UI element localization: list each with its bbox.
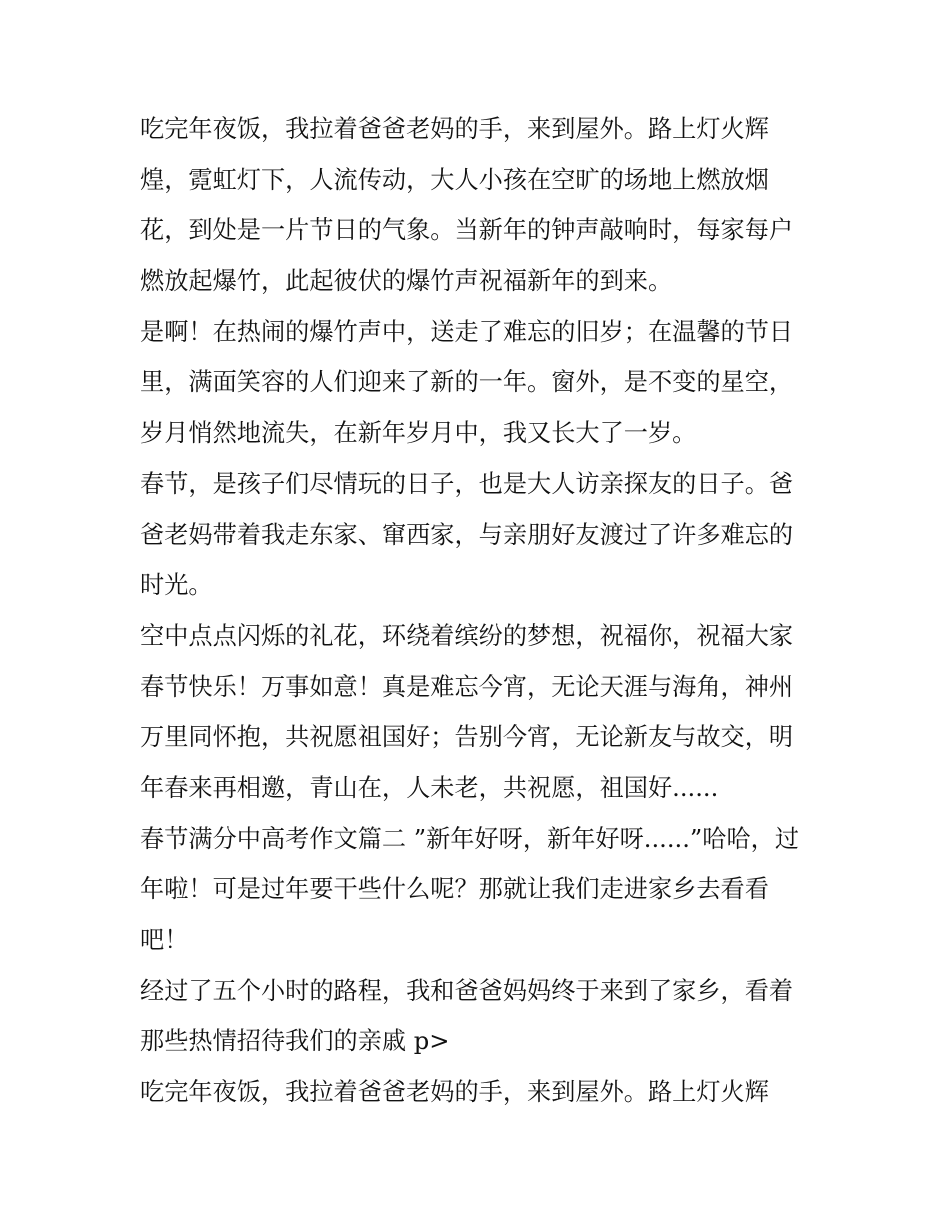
text-line: 那些热情招待我们的亲戚 p> xyxy=(140,1027,450,1056)
text-line: 吧！ xyxy=(140,926,189,954)
text-line: 吃完年夜饭，我拉着爸爸老妈的手，来到屋外。路上灯火辉 xyxy=(140,115,769,143)
text-line: 年春来再相邀，青山在，人未老，共祝愿，祖国好...... xyxy=(140,773,719,802)
text-line: 春节，是孩子们尽情玩的日子，也是大人访亲探友的日子。爸 xyxy=(140,469,794,498)
text-line: 年啦！可是过年要干些什么呢？那就让我们走进家乡去看看 xyxy=(140,875,769,904)
text-line: 春节快乐！万事如意！真是难忘今宵，无论天涯与海角，神州 xyxy=(140,672,794,701)
text-line: 春节满分中高考作文篇二 ”新年好呀，新年好呀......”哈哈，过 xyxy=(140,824,800,853)
text-line: 煌，霓虹灯下，人流传动，大人小孩在空旷的场地上燃放烟 xyxy=(140,165,769,194)
document-body xyxy=(140,104,812,1118)
text-line: 岁月悄然地流失，在新年岁月中，我又长大了一岁。 xyxy=(140,419,697,448)
text-line: 时光。 xyxy=(140,571,213,600)
text-line: 经过了五个小时的路程，我和爸爸妈妈终于来到了家乡，看着 xyxy=(140,976,794,1005)
text-line: 花，到处是一片节日的气象。当新年的钟声敲响时，每家每户 xyxy=(140,216,794,245)
text-line: 空中点点闪烁的礼花，环绕着缤纷的梦想，祝福你，祝福大家 xyxy=(140,621,794,650)
text-line: 万里同怀抱，共祝愿祖国好；告别今宵，无论新友与故交，明 xyxy=(140,723,794,752)
text-line: 燃放起爆竹，此起彼伏的爆竹声祝福新年的到来。 xyxy=(140,267,673,296)
text-line: 吃完年夜饭，我拉着爸爸老妈的手，来到屋外。路上灯火辉 xyxy=(140,1078,769,1107)
text-line: 里，满面笑容的人们迎来了新的一年。窗外，是不变的星空， xyxy=(140,368,794,397)
text-line: 是啊！在热闹的爆竹声中，送走了难忘的旧岁；在温馨的节日 xyxy=(140,317,794,346)
text-line: 爸老妈带着我走东家、窜西家，与亲朋好友渡过了许多难忘的 xyxy=(140,520,794,549)
